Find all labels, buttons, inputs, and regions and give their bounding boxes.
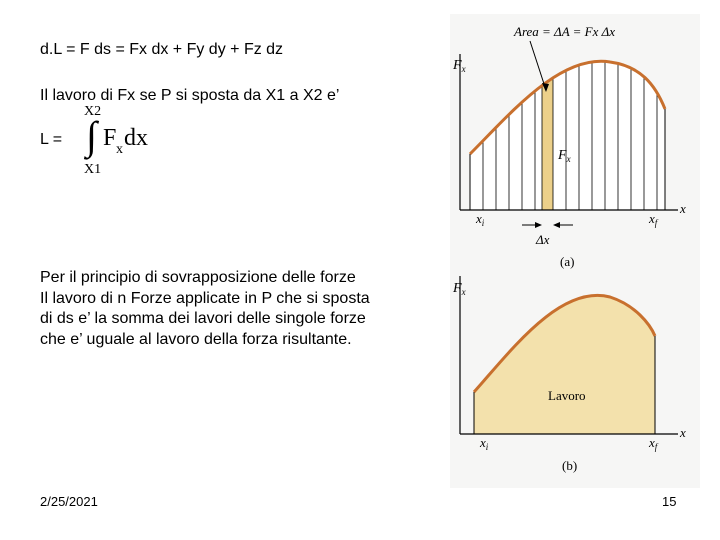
x-axis-label-a: x (680, 201, 686, 216)
xf-label-a: $x_f$ (649, 211, 658, 228)
x-axis-label-b: x (680, 425, 686, 440)
footer-date: 2/25/2021 (40, 494, 98, 509)
y-axis-label-a: $F_x$ (453, 58, 466, 74)
paragraph-line: Il lavoro di n Forze applicate in P che si sposta (40, 289, 370, 307)
area-under-curve-a (470, 61, 665, 210)
area-pointer-arrow (530, 41, 546, 90)
fx-strip-label: $F_x$ (558, 148, 571, 164)
integral-lower-limit: X1 (84, 162, 102, 177)
paragraph-line: che e’ uguale al lavoro della forza risultante. (40, 330, 352, 348)
integrand-dx: dx (124, 125, 148, 151)
dx-label: Δx (536, 232, 550, 247)
area-label: Area = ΔA = Fx Δx (514, 24, 616, 39)
paragraph-line: Per il principio di sovrapposizione delle forze (40, 269, 356, 286)
xi-label-b: $x_i$ (480, 435, 489, 452)
panel-b (452, 276, 686, 473)
panel-a (452, 24, 686, 269)
work-area-b (474, 295, 655, 434)
work-figure (450, 14, 700, 488)
integral-upper-limit: X2 (84, 104, 102, 119)
integral-formula (40, 104, 180, 180)
y-axis-label-b: $F_x$ (453, 281, 466, 297)
integrand-f: F (103, 125, 117, 151)
xf-label-b: $x_f$ (649, 435, 658, 452)
xi-label-a: $x_i$ (476, 211, 485, 228)
dx-left-arrowhead (535, 222, 542, 228)
page-number: 15 (662, 494, 677, 509)
superposition-paragraph (40, 268, 370, 350)
paragraph-line: di ds e’ la somma dei lavori delle singole forze (40, 310, 366, 327)
caption-a: (a) (560, 254, 575, 269)
integrand-subscript: x (116, 142, 123, 157)
description-line: Il lavoro di Fx se P si sposta da X1 a X2 e’ (40, 87, 340, 104)
dx-right-arrowhead (553, 222, 560, 228)
integral-sign: ∫ (86, 113, 97, 158)
caption-b: (b) (562, 458, 578, 473)
integral-lhs: L = (40, 131, 63, 148)
equation-line: d.L = F ds = Fx dx + Fy dy + Fz dz (40, 41, 284, 58)
work-region-label: Lavoro (548, 388, 586, 403)
